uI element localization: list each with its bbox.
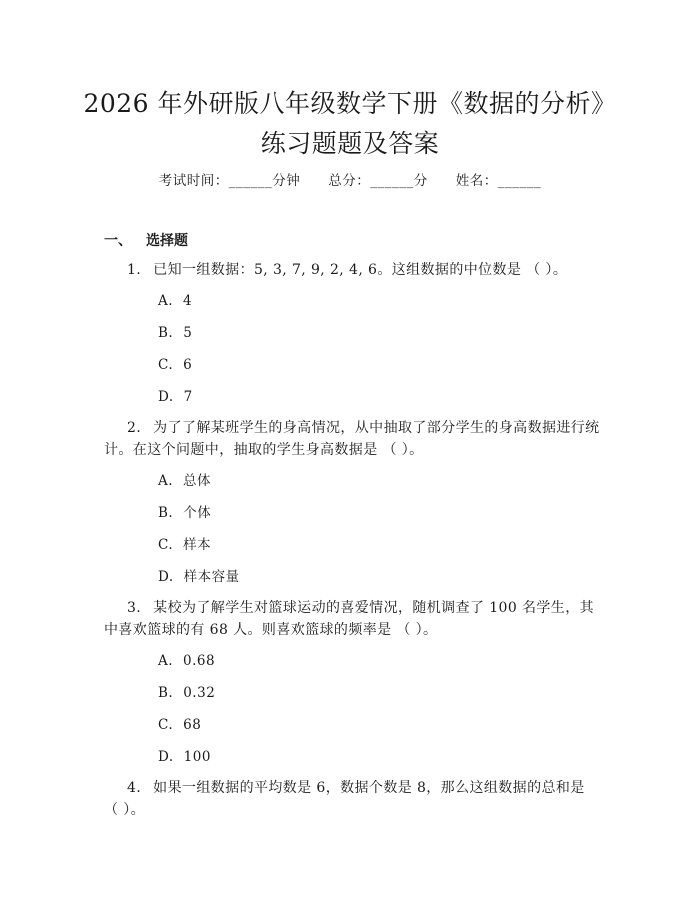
section-title: 选择题 <box>146 233 188 249</box>
question-number: 1. <box>127 262 142 278</box>
option-letter: D. <box>158 389 174 405</box>
question-text: 已知一组数据：5, 3, 7, 9, 2, 4, 6。这组数据的中位数是 （ ）。 <box>153 262 568 278</box>
option-3d <box>158 747 211 767</box>
option-text: 0.32 <box>183 685 216 701</box>
option-text: 6 <box>183 357 193 373</box>
question-text: 为了了解某班学生的身高情况，从中抽取了部分学生的身高数据进行统计。在这个问题中，抽取的学生身高数据是 （ ）。 <box>104 420 600 458</box>
option-letter: A. <box>158 293 174 309</box>
option-letter: C. <box>158 717 174 733</box>
option-text: 7 <box>183 389 193 405</box>
question-number: 4. <box>127 780 142 796</box>
option-letter: B. <box>158 505 174 521</box>
exam-name: 姓名：______ <box>455 173 542 189</box>
option-text: 4 <box>183 293 193 309</box>
option-3a <box>158 651 215 671</box>
option-text: 5 <box>183 325 193 341</box>
option-3c <box>158 715 201 735</box>
exam-info-line <box>0 169 700 189</box>
question-3 <box>104 597 602 641</box>
question-number: 2. <box>127 420 142 436</box>
option-1c <box>158 355 192 375</box>
option-2a <box>158 471 211 491</box>
option-1d <box>158 387 193 407</box>
option-text: 样本容量 <box>183 569 240 585</box>
option-1b <box>158 323 192 343</box>
option-text: 0.68 <box>183 653 216 669</box>
option-letter: A. <box>158 473 174 489</box>
option-letter: C. <box>158 357 174 373</box>
option-3b <box>158 683 215 703</box>
option-text: 100 <box>183 749 211 765</box>
option-text: 68 <box>183 717 202 733</box>
section-number: 一、 <box>104 233 132 249</box>
page-title: 2026 年外研版八年级数学下册《数据的分析》练习题题及答案 <box>83 89 617 158</box>
question-2 <box>104 417 602 461</box>
option-letter: A. <box>158 653 174 669</box>
option-2c <box>158 535 211 555</box>
section-heading <box>104 230 188 250</box>
option-1a <box>158 291 192 311</box>
question-1 <box>104 259 602 281</box>
question-4 <box>104 777 602 821</box>
option-2b <box>158 503 211 523</box>
option-letter: D. <box>158 749 174 765</box>
option-letter: B. <box>158 325 174 341</box>
option-2d <box>158 567 240 587</box>
option-letter: C. <box>158 537 174 553</box>
option-text: 个体 <box>183 505 212 521</box>
question-text: 如果一组数据的平均数是 6，数据个数是 8，那么这组数据的总和是 （ ）。 <box>104 780 585 818</box>
option-letter: B. <box>158 685 174 701</box>
question-text: 某校为了解学生对篮球运动的喜爱情况，随机调查了 100 名学生，其中喜欢篮球的有 68 人。则喜欢篮球的频率是 （ ）。 <box>104 600 594 638</box>
option-text: 样本 <box>183 537 212 553</box>
question-number: 3. <box>127 600 142 616</box>
exam-score: 总分：______分 <box>328 173 428 189</box>
option-letter: D. <box>158 569 174 585</box>
option-text: 总体 <box>183 473 212 489</box>
exam-time: 考试时间：______分钟 <box>158 173 301 189</box>
